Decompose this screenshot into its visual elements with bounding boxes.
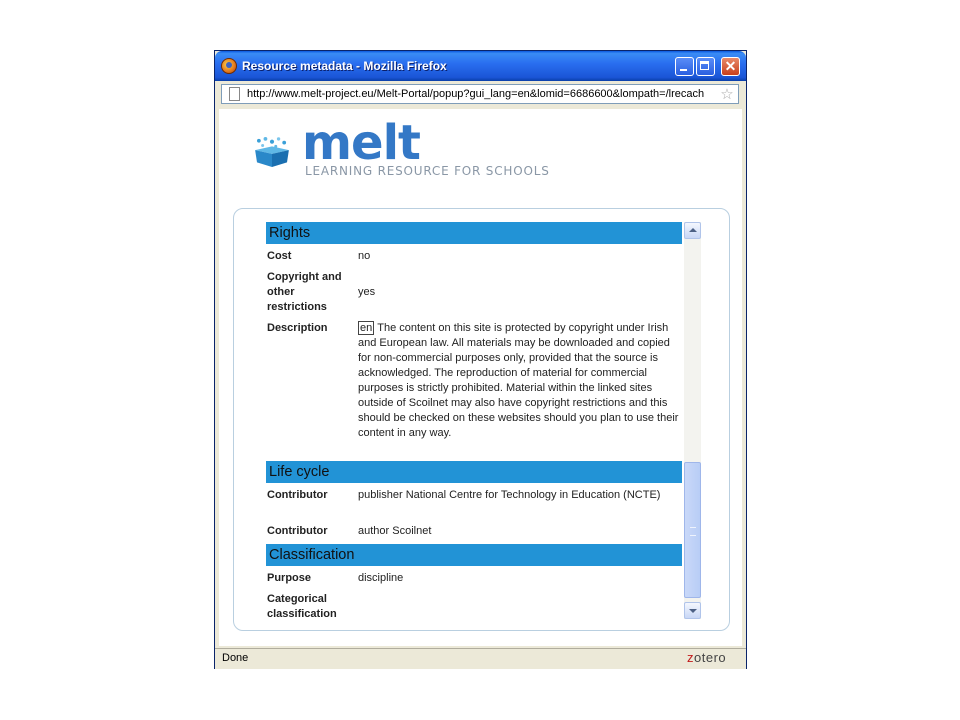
label-cost: Cost — [267, 250, 292, 262]
metadata-scroll-area[interactable] — [266, 222, 682, 619]
vertical-scrollbar[interactable] — [684, 222, 701, 619]
section-header-lifecycle: Life cycle — [266, 461, 682, 483]
value-copyright: yes — [358, 286, 376, 298]
description-text: The content on this site is protected by copyright under Irish and European law. All materials may be downloaded and copied for non-commercial purposes only, provided that the source is acknowledged. The reproduction of material for commercial purposes is strictly prohibited. Material within the linked sites outside of Scoilnet may also have copyright restrictions and this should be checked on these websites should you plan to use their content in any way. — [358, 322, 679, 439]
label-purpose: Purpose — [267, 572, 312, 584]
melt-logo — [252, 115, 552, 181]
browser-window — [214, 50, 747, 669]
zotero-z: z — [687, 650, 694, 665]
value-contributor: author Scoilnet — [358, 525, 432, 537]
page-content — [219, 109, 742, 646]
label-contributor: Contributor — [267, 525, 328, 537]
zotero-button[interactable] — [687, 650, 726, 665]
status-text: Done — [222, 652, 249, 664]
section-header-rights: Rights — [266, 222, 682, 244]
value-purpose: discipline — [358, 572, 404, 584]
label-contributor: Contributor — [267, 489, 328, 501]
value-cost: no — [358, 250, 371, 262]
section-header-classification: Classification — [266, 544, 682, 566]
scroll-up-icon — [689, 228, 697, 232]
scroll-down-button[interactable] — [684, 602, 701, 619]
minimize-button[interactable] — [675, 57, 694, 76]
close-button[interactable] — [721, 57, 740, 76]
label-categorical-classification: Categorical classification — [267, 593, 337, 619]
value-contributor: publisher National Centre for Technology in Education (NCTE) — [358, 489, 661, 501]
grip-icon — [690, 527, 696, 536]
label-description: Description — [267, 322, 328, 334]
language-tag: en — [360, 322, 373, 334]
url-text[interactable]: http://www.melt-project.eu/Melt-Portal/popup?gui_lang=en&lomid=6686600&lompath=/lrecach — [247, 88, 705, 100]
minimize-icon — [680, 69, 687, 71]
logo-box-icon — [252, 137, 292, 167]
firefox-icon — [221, 58, 237, 74]
window-title: Resource metadata - Mozilla Firefox — [242, 59, 447, 73]
scroll-up-button[interactable] — [684, 222, 701, 239]
value-description — [358, 321, 682, 441]
metadata-panel — [233, 208, 730, 631]
logo-tagline: LEARNING RESOURCE FOR SCHOOLS — [305, 164, 550, 178]
title-bar[interactable] — [215, 51, 746, 81]
maximize-icon — [700, 61, 709, 70]
bookmark-star-icon[interactable]: ☆ — [720, 85, 734, 103]
zotero-rest: otero — [694, 650, 727, 665]
close-icon: ✕ — [724, 58, 737, 74]
page-icon — [229, 87, 240, 101]
scrollbar-thumb[interactable] — [684, 462, 701, 598]
maximize-button[interactable] — [696, 57, 715, 76]
label-copyright: Copyright and other restrictions — [267, 271, 342, 313]
scroll-down-icon — [689, 609, 697, 613]
status-bar — [215, 648, 746, 669]
address-bar[interactable] — [221, 84, 739, 104]
logo-wordmark: melt — [302, 115, 420, 171]
